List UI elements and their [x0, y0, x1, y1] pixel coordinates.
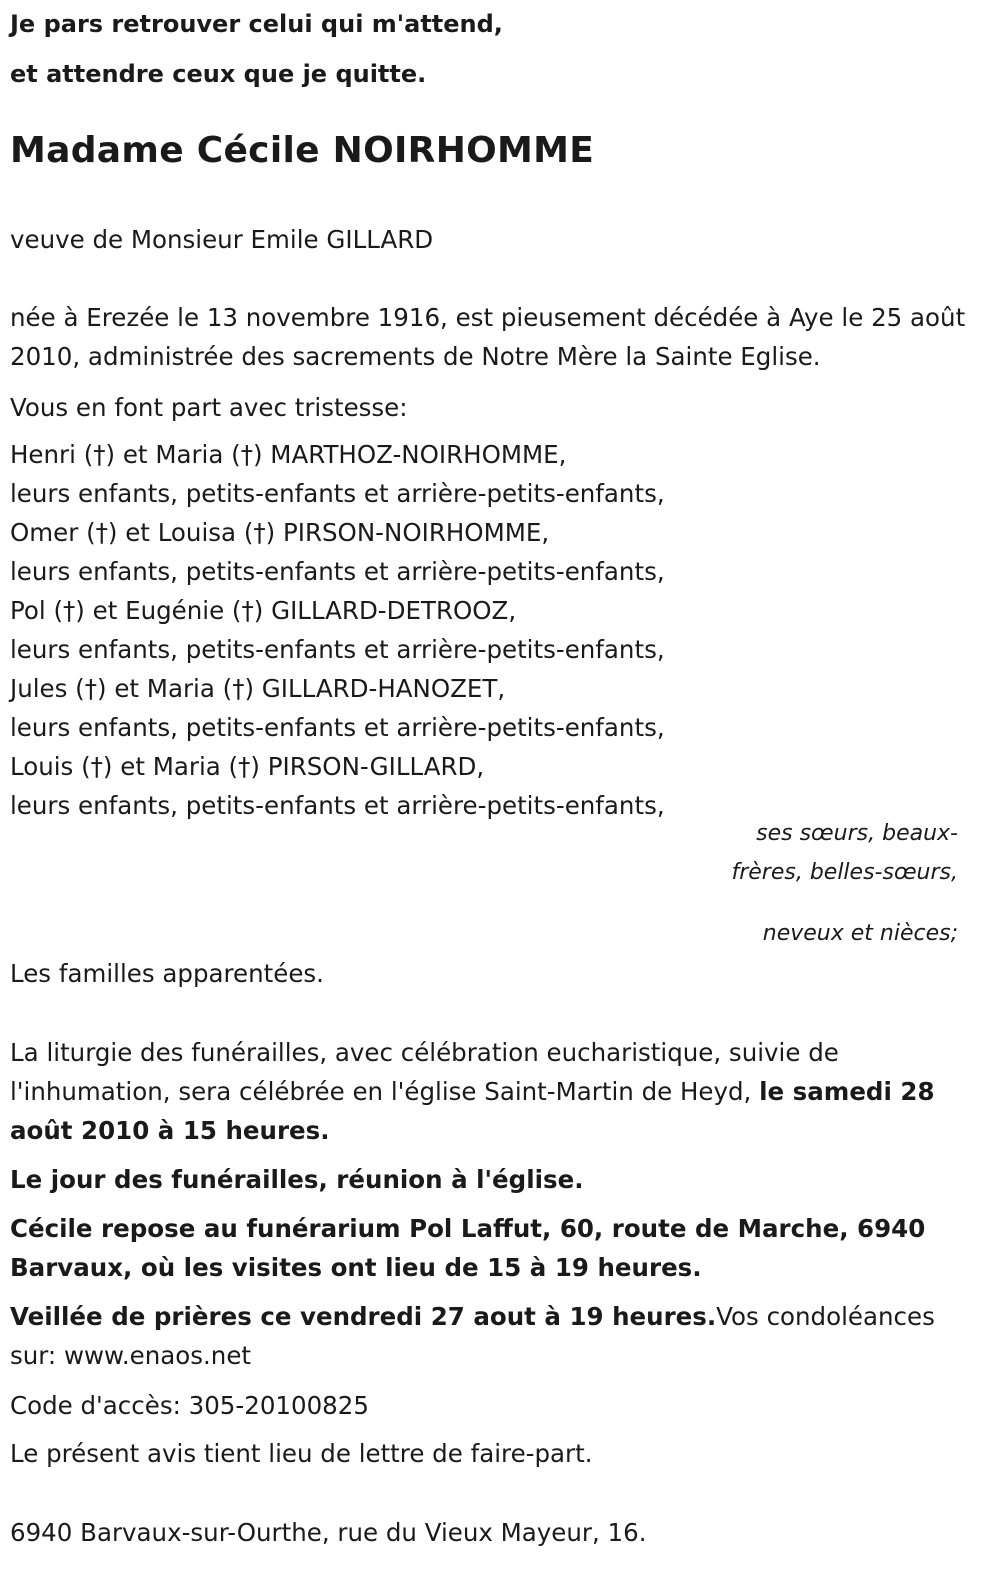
- epigraph-line-1: Je pars retrouver celui qui m'attend,: [10, 10, 503, 38]
- family-list: [10, 435, 665, 825]
- address-line: 6940 Barvaux-sur-Ourthe, rue du Vieux Mayeur, 16.: [10, 1518, 647, 1547]
- notice-line: Le présent avis tient lieu de lettre de faire-part.: [10, 1439, 593, 1468]
- family-line: leurs enfants, petits-enfants et arrière-petits-enfants,: [10, 713, 665, 742]
- family-line: leurs enfants, petits-enfants et arrière-petits-enfants,: [10, 557, 665, 586]
- family-line: Pol (†) et Eugénie (†) GILLARD-DETROOZ,: [10, 596, 517, 625]
- funeral-home-paragraph: Cécile repose au funérarium Pol Laffut, 60, route de Marche, 6940 Barvaux, où les visites ont lieu de 15 à 19 heures.: [10, 1214, 926, 1282]
- family-line: leurs enfants, petits-enfants et arrière-petits-enfants,: [10, 635, 665, 664]
- liturgy-paragraph: [10, 1033, 978, 1150]
- related-families: Les familles apparentées.: [10, 959, 324, 988]
- relatives-aside-2: neveux et nièces;: [762, 921, 958, 946]
- relatives-aside: ses sœurs, beaux-frères, belles-sœurs,: [731, 821, 958, 885]
- family-line: leurs enfants, petits-enfants et arrière-petits-enfants,: [10, 791, 665, 820]
- announce-intro: Vous en font part avec tristesse:: [10, 393, 408, 422]
- vigil-rest: Vos condoléances sur: www.enaos.net: [10, 1302, 935, 1370]
- birth-death-paragraph: née à Erezée le 13 novembre 1916, est pieusement décédée à Aye le 25 août 2010, administrée des sacrements de Notre Mère la Sainte Eglise.: [10, 303, 966, 371]
- family-line: leurs enfants, petits-enfants et arrière-petits-enfants,: [10, 479, 665, 508]
- spouse-line: veuve de Monsieur Emile GILLARD: [10, 225, 434, 254]
- vigil-paragraph: [10, 1297, 978, 1375]
- deceased-name: Madame Cécile NOIRHOMME: [10, 130, 595, 171]
- family-line: Omer (†) et Louisa (†) PIRSON-NOIRHOMME,: [10, 518, 550, 547]
- access-code: Code d'accès: 305-20100825: [10, 1391, 369, 1420]
- family-line: Jules (†) et Maria (†) GILLARD-HANOZET,: [10, 674, 506, 703]
- liturgy-date: le samedi 28 août 2010 à 15 heures.: [10, 1077, 935, 1145]
- family-line: Henri (†) et Maria (†) MARTHOZ-NOIRHOMME,: [10, 440, 567, 469]
- meeting-line: Le jour des funérailles, réunion à l'église.: [10, 1165, 584, 1194]
- vigil-bold: Veillée de prières ce vendredi 27 aout à 19 heures.: [10, 1302, 717, 1331]
- epigraph-line-2: et attendre ceux que je quitte.: [10, 60, 427, 88]
- family-line: Louis (†) et Maria (†) PIRSON-GILLARD,: [10, 752, 485, 781]
- liturgy-text: La liturgie des funérailles, avec célébration eucharistique, suivie de l'inhumation, sera célébrée en l'église Saint-Martin de Heyd,: [10, 1038, 839, 1106]
